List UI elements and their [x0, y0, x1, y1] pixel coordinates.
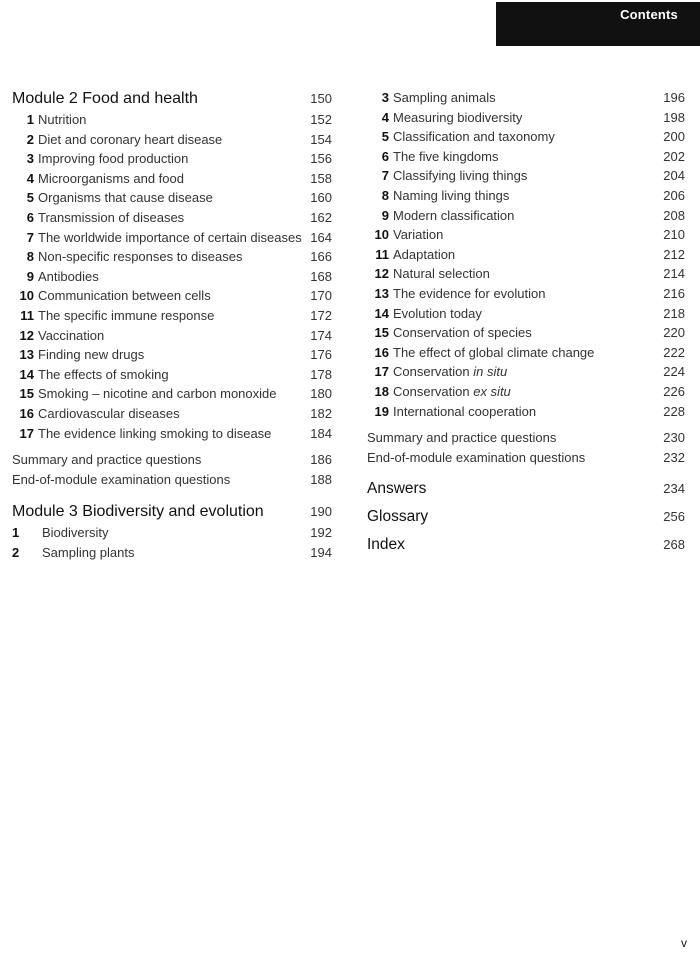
module-3-page: 190: [310, 504, 332, 520]
toc-entry-page: 216: [663, 285, 685, 301]
toc-entry-page: 180: [310, 386, 332, 402]
toc-entry-label: Variation: [393, 227, 444, 243]
toc-entry: [367, 323, 685, 343]
toc-entry: [12, 424, 332, 444]
toc-entry-number: 16: [19, 405, 34, 421]
toc-entry-number: 1: [26, 112, 34, 127]
toc-entry-page: 176: [310, 347, 332, 363]
toc-entry: [12, 384, 332, 404]
toc-entry-label: Measuring biodiversity: [393, 109, 523, 125]
toc-entry: [12, 228, 332, 248]
toc-entry-label: The five kingdoms: [393, 148, 499, 164]
toc-entry-number: 12: [374, 266, 389, 282]
toc-entry: [12, 286, 332, 306]
back-matter-label: Answers: [367, 480, 427, 498]
toc-entry-label: The effects of smoking: [38, 366, 169, 382]
toc-entry: [12, 130, 332, 150]
toc-entry-label: [393, 382, 663, 402]
toc-entry-number: 3: [381, 90, 389, 105]
toc-entry-label: Transmission of diseases: [38, 209, 185, 225]
toc-entry-label: Classifying living things: [393, 168, 528, 184]
module-2-exam-page: 188: [310, 471, 332, 487]
toc-entry: [367, 284, 685, 304]
toc-entry-number: 2: [26, 131, 34, 147]
toc-entry-label: Biodiversity: [42, 525, 109, 541]
toc-entry-number: 6: [381, 148, 389, 164]
module-3-exam-page: 232: [663, 449, 685, 465]
module-2-heading: [12, 88, 332, 110]
toc-entry-label: Non-specific responses to diseases: [38, 249, 243, 265]
header-bar: [496, 2, 700, 46]
module-2-title: Module 2 Food and health: [12, 90, 198, 107]
toc-entry: [367, 88, 685, 108]
toc-entry: [367, 108, 685, 128]
toc-entry-label: The worldwide importance of certain diseases: [38, 229, 302, 245]
toc-entry-label: Adaptation: [393, 246, 456, 262]
toc-entry: [367, 245, 685, 265]
toc-entry: [12, 208, 332, 228]
toc-entry-label: The evidence for evolution: [393, 285, 546, 301]
toc-entry-label: Naming living things: [393, 187, 510, 203]
toc-entry-number: 5: [26, 190, 34, 206]
toc-entry: [12, 523, 332, 543]
toc-entry-number: 1: [12, 525, 20, 541]
toc-entry-page: 184: [310, 425, 332, 441]
toc-entry-number: 2: [12, 544, 20, 560]
toc-entry-label-italic: ex situ: [473, 383, 511, 399]
toc-entry-label: Classification and taxonomy: [393, 129, 555, 145]
toc-entry-page: 192: [310, 525, 332, 541]
toc-entry-page: 158: [310, 170, 332, 186]
toc-entry-label: [393, 362, 663, 382]
back-matter-label: Glossary: [367, 508, 429, 526]
toc-entry-number: 14: [374, 305, 389, 321]
toc-entry-page: 214: [663, 266, 685, 282]
toc-entry-number: 17: [19, 425, 34, 441]
toc-entry-number: 10: [374, 227, 389, 243]
toc-entry-page: 226: [663, 383, 685, 399]
toc-entry: [12, 110, 332, 130]
toc-entry-page: 200: [663, 129, 685, 145]
toc-entry-number: 15: [374, 325, 389, 341]
toc-entry: [12, 404, 332, 424]
back-matter-entry: [367, 503, 685, 531]
toc-entry-number: 15: [19, 386, 34, 402]
module-2-page: 150: [310, 91, 332, 106]
toc-entry-page: 168: [310, 268, 332, 284]
toc-entry: [367, 166, 685, 186]
toc-entry-label: The evidence linking smoking to disease: [38, 425, 272, 441]
toc-entry: [12, 345, 332, 365]
toc-entry-page: 204: [663, 168, 685, 184]
toc-entry: [12, 326, 332, 346]
toc-entry-page: 194: [310, 544, 332, 560]
toc-entry: [12, 543, 332, 563]
toc-entry-label-italic: in situ: [473, 364, 508, 380]
toc-entry-page: 182: [310, 405, 332, 421]
toc-entry-label: Microorganisms and food: [38, 170, 184, 186]
module-3-exam: [367, 448, 685, 468]
toc-entry-number: 11: [375, 246, 389, 262]
toc-entry-page: 178: [310, 366, 332, 382]
toc-entry: [12, 306, 332, 326]
toc-entry-label: Antibodies: [38, 268, 99, 284]
back-matter-page: 268: [663, 537, 685, 553]
toc-entry-label: Improving food production: [38, 151, 189, 167]
toc-entry: [12, 149, 332, 169]
back-matter-page: 256: [663, 509, 685, 525]
toc-entry-page: 154: [310, 131, 332, 147]
toc-entry-label: Smoking – nicotine and carbon monoxide: [38, 386, 277, 402]
toc-entry-label: International cooperation: [393, 403, 537, 419]
toc-entry: [367, 264, 685, 284]
toc-entry-label: Nutrition: [38, 112, 87, 127]
back-matter-entry: [367, 475, 685, 503]
module-3-summary-page: 230: [663, 430, 685, 446]
toc-entry-number: 19: [374, 403, 389, 419]
toc-entry-page: 224: [663, 364, 685, 380]
back-matter-entry: [367, 531, 685, 559]
module-2-summary: [12, 450, 332, 470]
module-3-entries-right: [367, 88, 685, 421]
toc-entry-label: Evolution today: [393, 305, 482, 321]
module-3-entries-left: [12, 523, 332, 562]
toc-entry: [367, 304, 685, 324]
toc-entry-label: Sampling plants: [42, 544, 135, 560]
toc-entry-number: 11: [20, 307, 34, 323]
toc-entry-page: 212: [663, 246, 685, 262]
module-3-title: Module 3 Biodiversity and evolution: [12, 503, 264, 521]
toc-entry-label: Conservation of species: [393, 325, 532, 341]
toc-entry-number: 18: [374, 383, 389, 399]
toc-entry-number: 14: [19, 366, 34, 382]
toc-entry-number: 17: [374, 364, 389, 380]
toc-entry-label: The specific immune response: [38, 307, 215, 323]
toc-entry-number: 6: [26, 209, 34, 225]
toc-entry-page: 160: [310, 190, 332, 206]
toc-entry-page: 228: [663, 403, 685, 419]
toc-entry-page: 210: [663, 227, 685, 243]
toc-entry-number: 5: [381, 129, 389, 145]
toc-entry-label: Vaccination: [38, 327, 105, 343]
toc-entry-page: 222: [663, 344, 685, 360]
toc-entry: [12, 267, 332, 287]
toc-entry: [367, 402, 685, 422]
toc-entry: [367, 225, 685, 245]
toc-entry-label: Sampling animals: [393, 90, 496, 105]
toc-entry-number: 8: [381, 187, 389, 203]
module-2-summary-label: Summary and practice questions: [12, 452, 202, 468]
toc-entry-page: 198: [663, 109, 685, 125]
toc-entry-label: Diet and coronary heart disease: [38, 131, 223, 147]
toc-entry: [367, 362, 685, 382]
toc-entry-page: 166: [310, 249, 332, 265]
module-2-summary-page: 186: [310, 452, 332, 468]
toc-entry: [12, 247, 332, 267]
toc-entry-page: 208: [663, 207, 685, 223]
toc-entry-page: 152: [310, 112, 332, 127]
module-2-entries: [12, 110, 332, 443]
toc-entry-label: Finding new drugs: [38, 347, 145, 363]
toc-entry: [367, 127, 685, 147]
module-3-exam-label: End-of-module examination questions: [367, 449, 586, 465]
module-3-heading: [12, 501, 332, 523]
toc-entry-page: 172: [310, 307, 332, 323]
page-number: v: [681, 936, 687, 950]
toc-entry-page: 202: [663, 148, 685, 164]
toc-entry: [12, 169, 332, 189]
toc-entry-number: 13: [374, 285, 389, 301]
toc-entry-label: The effect of global climate change: [393, 344, 595, 360]
toc-entry-page: 162: [310, 209, 332, 225]
toc-entry: [367, 343, 685, 363]
toc-entry-number: 4: [26, 170, 34, 186]
toc-entry-number: 8: [26, 249, 34, 265]
toc-entry-page: 156: [310, 151, 332, 167]
toc-entry-page: 164: [310, 229, 332, 245]
toc-entry-number: 9: [26, 268, 34, 284]
toc-entry-label: Cardiovascular diseases: [38, 405, 180, 421]
toc-entry-label: Communication between cells: [38, 288, 211, 304]
toc-entry-number: 3: [26, 151, 34, 167]
toc-entry-number: 4: [381, 109, 389, 125]
toc-entry-number: 12: [19, 327, 34, 343]
toc-entry-page: 206: [663, 187, 685, 203]
toc-entry-number: 16: [374, 344, 389, 360]
back-matter-page: 234: [663, 481, 685, 497]
toc-entry-label: Modern classification: [393, 207, 515, 223]
toc-entry: [367, 206, 685, 226]
module-3-summary: [367, 428, 685, 448]
back-matter-label: Index: [367, 536, 405, 554]
toc-entry-number: 7: [26, 229, 34, 245]
module-2-exam: [12, 470, 332, 490]
module-2-exam-label: End-of-module examination questions: [12, 471, 231, 487]
toc-entry-page: 170: [310, 288, 332, 304]
toc-entry-label: Organisms that cause disease: [38, 190, 213, 206]
toc-entry-page: 220: [663, 325, 685, 341]
toc-entry-label: Natural selection: [393, 266, 490, 282]
toc-entry-number: 9: [381, 207, 389, 223]
module-3-summary-label: Summary and practice questions: [367, 430, 557, 446]
toc-entry-label-text: Conservation: [393, 364, 474, 380]
toc-entry-page: 196: [663, 90, 685, 105]
contents-left-column: [12, 88, 332, 562]
toc-entry: [367, 147, 685, 167]
toc-entry-number: 10: [19, 288, 34, 304]
back-matter: [367, 475, 685, 559]
toc-entry: [12, 365, 332, 385]
toc-entry: [367, 382, 685, 402]
toc-entry-number: 13: [19, 347, 34, 363]
toc-entry-page: 218: [663, 305, 685, 321]
toc-entry-number: 7: [381, 168, 389, 184]
toc-entry: [367, 186, 685, 206]
header-title: Contents: [620, 7, 678, 22]
contents-right-column: [367, 88, 685, 559]
toc-entry: [12, 188, 332, 208]
toc-entry-label-text: Conservation: [393, 383, 474, 399]
toc-entry-page: 174: [310, 327, 332, 343]
